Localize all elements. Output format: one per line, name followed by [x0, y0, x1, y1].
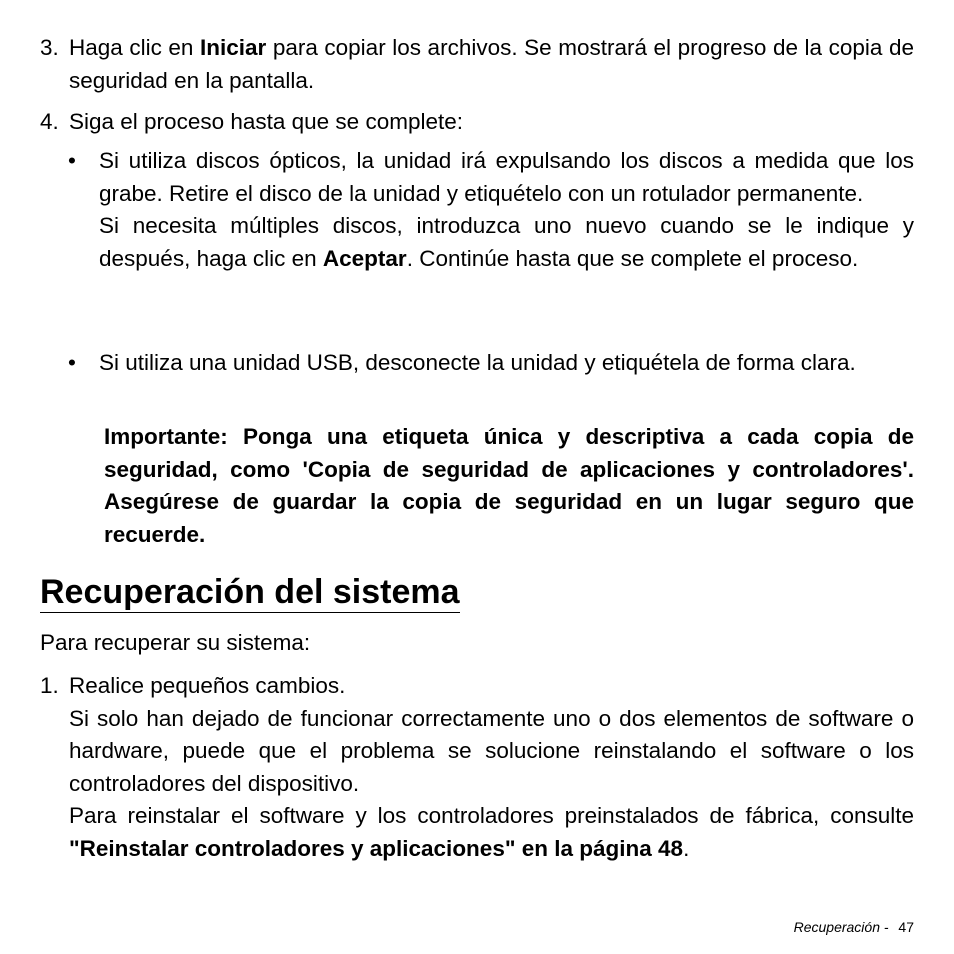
bullet-usb	[0, 347, 954, 380]
reinstall-reference-link[interactable]: "Reinstalar controladores y aplicaciones" en la página 48	[69, 835, 684, 861]
bullet-1-paragraph-2: Si necesita múltiples discos, introduzca uno nuevo cuando se le indique y después, haga clic en Aceptar. Continúe hasta que se complete el proceso.	[99, 213, 914, 271]
page-footer	[794, 918, 914, 936]
step-3	[0, 32, 954, 97]
step-number: 4.	[40, 109, 59, 134]
bullet-1-text: Si utiliza discos ópticos, la unidad irá expulsando los discos a medida que los grabe. Retire el disco de la unidad y etiquételo con un rotulador permanente.	[99, 148, 914, 206]
intro-text: Para recuperar su sistema:	[40, 630, 311, 655]
recovery-step-1	[0, 670, 954, 865]
page-number: 47	[898, 919, 914, 935]
recovery-step-1-paragraph-2: Para reinstalar el software y los controladores preinstalados de fábrica, consulte "Reinstalar controladores y aplicaciones" en la página 48.	[69, 803, 914, 861]
step-number: 3.	[40, 35, 59, 60]
footer-section: Recuperación -	[793, 919, 893, 935]
bullet-optical-discs	[0, 145, 954, 275]
step-3-text: Haga clic en Iniciar para copiar los archivos. Se mostrará el progreso de la copia de seguridad en la pantalla.	[69, 35, 914, 93]
bullet-marker: •	[68, 350, 76, 375]
recovery-step-1-paragraph-1: Si solo han dejado de funcionar correctamente uno o dos elementos de software o hardware, puede que el problema se solucione reinstalando el software o los controladores del dispositivo.	[69, 705, 914, 796]
important-note-text: Importante: Ponga una etiqueta única y descriptiva a cada copia de seguridad, como 'Copia de seguridad de aplicaciones y controladores'. Asegúrese de guardar la copia de seguridad en un lugar seguro que recuerde.	[104, 424, 914, 547]
recovery-step-1-title: Realice pequeños cambios.	[69, 673, 346, 698]
aceptar-label: Aceptar	[322, 245, 407, 271]
bullet-marker: •	[68, 148, 76, 173]
step-4-text: Siga el proceso hasta que se complete:	[69, 109, 463, 134]
step-4	[0, 106, 954, 139]
section-title: Recuperación del sistema	[40, 573, 460, 611]
important-note	[0, 421, 954, 551]
bullet-2-text: Si utiliza una unidad USB, desconecte la unidad y etiquétela de forma clara.	[99, 350, 856, 375]
iniciar-label: Iniciar	[199, 35, 267, 60]
step-number: 1.	[40, 673, 59, 698]
